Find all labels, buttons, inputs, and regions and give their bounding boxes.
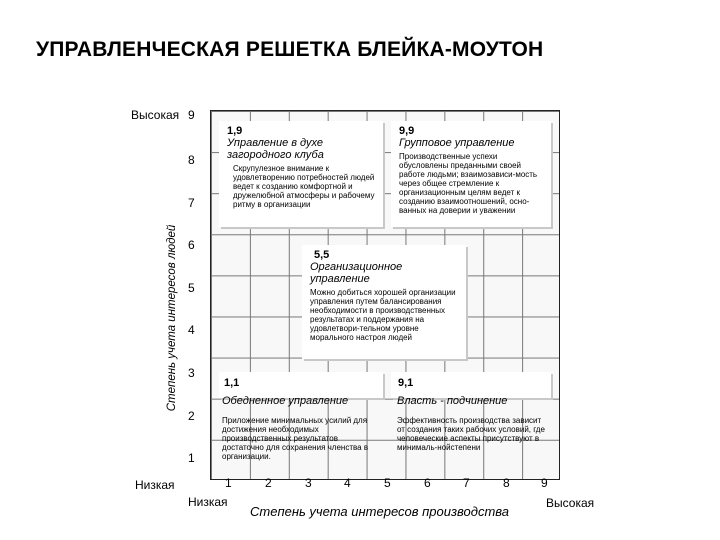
style-description: Эффективность производства зависит от создания таких рабочих условий, где человеческие аспекты присутствуют в минималь-нойстепени [397, 416, 545, 452]
style-code: 1,9 [227, 125, 243, 137]
x-tick: 1 [225, 476, 232, 490]
style-box-country-club [219, 121, 383, 227]
style-code: 9,1 [398, 377, 414, 389]
x-tick: 4 [344, 476, 351, 490]
x-tick: 6 [424, 476, 431, 490]
y-axis-low-label: Низкая [135, 478, 175, 492]
style-code: 5,5 [314, 249, 330, 261]
y-tick: 2 [188, 409, 195, 423]
y-tick: 5 [188, 281, 195, 295]
style-code: 1,1 [224, 377, 240, 389]
y-tick: 9 [188, 108, 195, 122]
x-tick: 9 [541, 476, 548, 490]
y-tick: 3 [188, 366, 195, 380]
x-tick: 5 [384, 476, 391, 490]
y-axis-title: Степень учета интересов людей [166, 224, 178, 412]
style-description: Можно добиться хорошей организации управления путем балансирования необходимости в производственных результатах и поддержания на удовлетвори-тельном уровне морального настроя людей [310, 288, 456, 342]
style-name: Групповое управление [399, 137, 515, 149]
style-description: Скрупулезное внимание к удовлетворению потребностей людей ведет к созданию комфортной и дружелюбной атмосферы и рабочему ритму в организации [233, 164, 375, 209]
y-tick: 4 [188, 323, 195, 337]
y-axis-high-label: Высокая [131, 108, 180, 122]
x-axis-high-label: Высокая [546, 496, 595, 510]
x-axis-title: Степень учета интересов производства [250, 504, 510, 519]
style-name: Организационное управление [310, 261, 403, 285]
y-tick: 8 [188, 153, 195, 167]
style-description: Производственные успехи обусловлены преданными своей работе людьми; взаимозависи-мость через общее стремление к организационным целям ведет к созданию взаимоотношений, осно-ванных на доверии и уважении [399, 152, 538, 215]
style-description: Приложение минимальных усилий для достижения необходимых производственных результатов достаточно для сохранения членства в организации. [222, 416, 369, 461]
x-tick: 7 [463, 476, 470, 490]
x-axis-low-label: Низкая [188, 495, 228, 509]
style-box-middle [302, 245, 466, 359]
y-tick: 6 [188, 238, 195, 252]
style-code: 9,9 [399, 125, 415, 137]
style-name: Власть - подчинение [397, 395, 508, 407]
page-title: УПРАВЛЕНЧЕСКАЯ РЕШЕТКА БЛЕЙКА-МОУТОН [36, 38, 544, 61]
x-tick: 2 [265, 476, 272, 490]
x-tick: 3 [305, 476, 312, 490]
style-name: Управление в духе загородного клуба [227, 137, 324, 161]
y-tick: 1 [188, 451, 195, 465]
x-tick: 8 [503, 476, 510, 490]
style-box-team [391, 121, 551, 227]
y-tick: 7 [188, 196, 195, 210]
style-name: Обедненное управление [222, 395, 349, 407]
